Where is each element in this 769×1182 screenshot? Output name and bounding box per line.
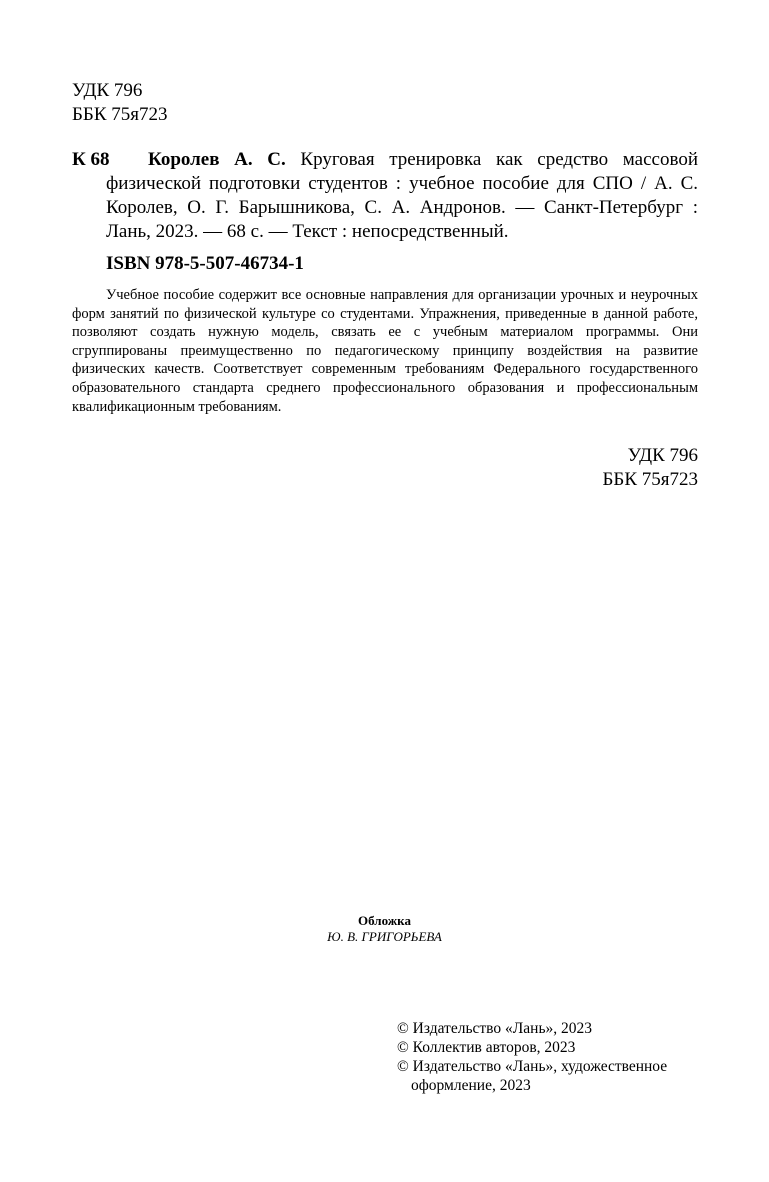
bbk-code: ББК 75я723 xyxy=(72,104,168,125)
author-name: Королев А. С. xyxy=(148,149,286,170)
bibliographic-entry xyxy=(72,148,698,244)
copyright-line-continued: оформление, 2023 xyxy=(411,1077,531,1094)
cover-designer: Ю. В. ГРИГОРЬЕВА xyxy=(327,929,442,944)
annotation: Учебное пособие содержит все основные направления для организации урочных и неурочных форм занятий по физической культуре со студентами. Упражнения, приведенные в данной работе, позволяют создать нужную модель, связать ее с учебным материалом программы. Они сгруппированы преимущественно по педагогическому принципу воздействия на развитие физических качеств. Соответствует современным требованиям Федерального государственного образовательного стандарта среднего профессионального образования и профессиональным квалификационным требованиям. xyxy=(72,287,698,415)
udk-code: УДК 796 xyxy=(627,445,698,466)
copyright-line: © Издательство «Лань», художественное xyxy=(397,1058,668,1075)
copyright-line: © Издательство «Лань», 2023 xyxy=(397,1020,593,1037)
bbk-code: ББК 75я723 xyxy=(602,469,698,490)
udk-code: УДК 796 xyxy=(72,80,143,101)
udk-footer xyxy=(603,444,698,492)
cover-label: Обложка xyxy=(358,913,411,928)
udk-header xyxy=(72,79,167,127)
isbn: ISBN 978-5-507-46734-1 xyxy=(106,253,304,274)
copyright-block xyxy=(397,1019,707,1095)
author-mark: К 68 xyxy=(72,149,110,170)
copyright-line: © Коллектив авторов, 2023 xyxy=(397,1039,576,1056)
bibliographic-description xyxy=(106,148,698,244)
bibliographic-text: Круговая тренировка как средство массовой физической подготовки студентов : учебное пособие для СПО / А. С. Королев, О. Г. Барышникова, С. А. Андронов. — Санкт-Петербург : Лань, 2023. — 68 с. — Текст : непосредственный. xyxy=(106,149,698,242)
cover-credit xyxy=(0,913,769,945)
